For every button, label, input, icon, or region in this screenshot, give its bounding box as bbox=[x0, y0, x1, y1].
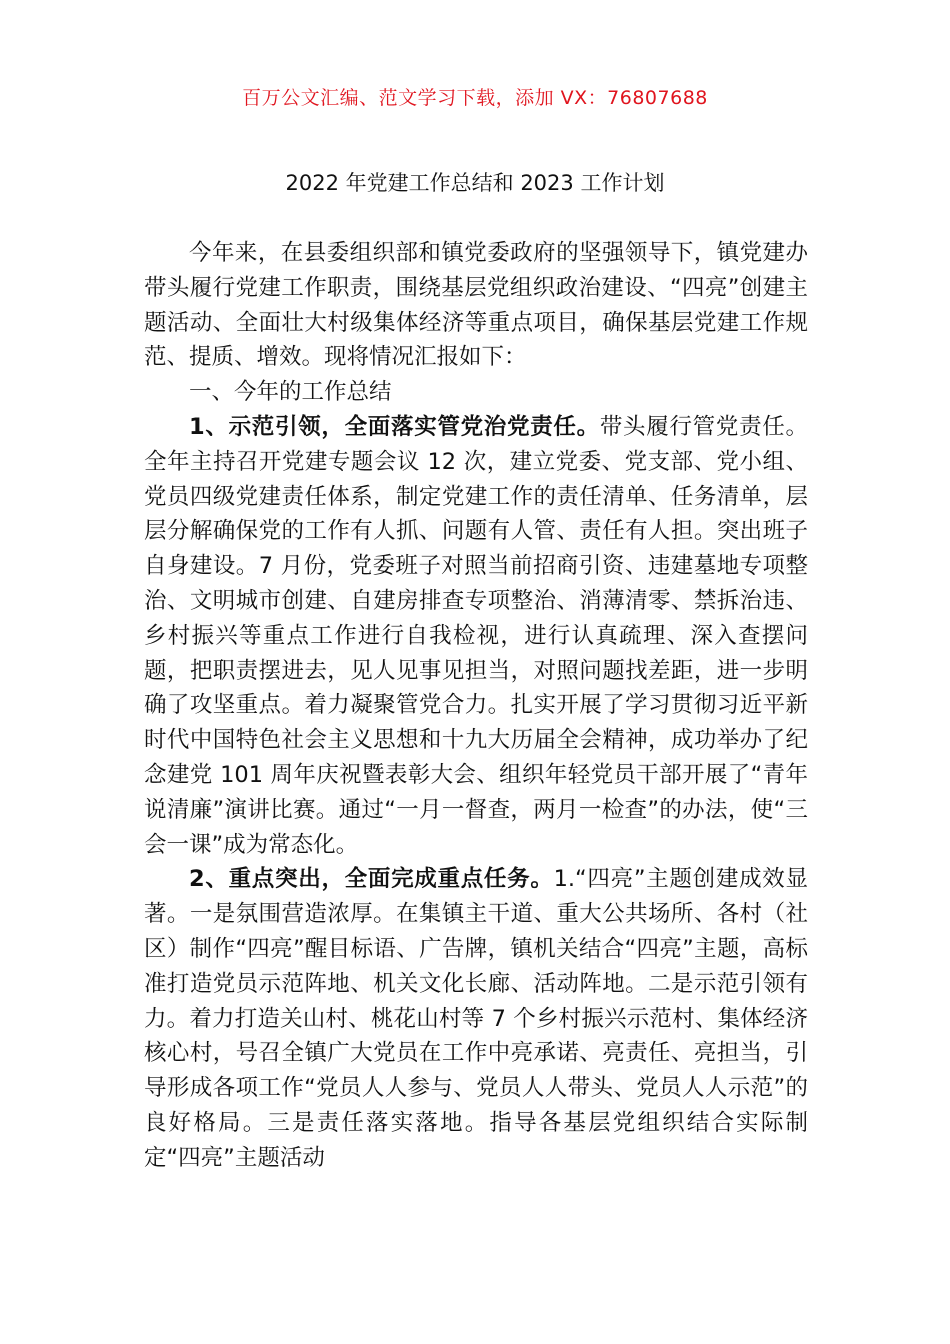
paragraph-1-lead: 1、示范引领，全面落实管党治党责任。 bbox=[189, 413, 600, 440]
header-banner: 百万公文汇编、范文学习下载，添加 VX：76807688 bbox=[242, 87, 708, 109]
document-title: 2022 年党建工作总结和 2023 工作计划 bbox=[285, 171, 665, 195]
intro-paragraph: 今年来，在县委组织部和镇党委政府的坚强领导下，镇党建办带头履行党建工作职责，围绕基层党组织政治建设、“四亮”创建主题活动、全面壮大村级集体经济等重点项目，确保基层党建工作规范、提质、增效。现将情况汇报如下： bbox=[144, 240, 808, 371]
paragraph-2 bbox=[144, 862, 808, 1175]
paragraph-1 bbox=[144, 410, 808, 862]
paragraph-2-lead: 2、重点突出，全面完成重点任务。 bbox=[189, 866, 554, 893]
paragraph-1-text: 带头履行管党责任。全年主持召开党建专题会议 12 次，建立党委、党支部、党小组、党员四级党建责任体系，制定党建工作的责任清单、任务清单，层层分解确保党的工作有人抓、问题有人管、责任有人担。突出班子自身建设。7 月份，党委班子对照当前招商引资、违建墓地专项整治、文明城市创建、自建房排查专项整治、消薄清零、禁拆治违、乡村振兴等重点工作进行自我检视，进行认真疏理、深入查摆问题，把职责摆进去，见人见事见担当，对照问题找差距，进一步明确了攻坚重点。着力凝聚管党合力。扎实开展了学习贯彻习近平新时代中国特色社会主义思想和十九大历届全会精神，成功举办了纪念建党 101 周年庆祝暨表彰大会、组织年轻党员干部开展了“青年说清廉”演讲比赛。通过“一月一督查，两月一检查”的办法，使“三会一课”成为常态化。 bbox=[144, 413, 808, 858]
section-heading: 一、今年的工作总结 bbox=[189, 379, 392, 406]
paragraph-2-text: 1.“四亮”主题创建成效显著。一是氛围营造浓厚。在集镇主干道、重大公共场所、各村（社区）制作“四亮”醒目标语、广告牌，镇机关结合“四亮”主题，高标准打造党员示范阵地、机关文化长廊、活动阵地。二是示范引领有力。着力打造关山村、桃花山村等 7 个乡村振兴示范村、集体经济核心村，号召全镇广大党员在工作中亮承诺、亮责任、亮担当，引导形成各项工作“党员人人参与、党员人人带头、党员人人示范”的良好格局。三是责任落实落地。指导各基层党组织结合实际制定“四亮”主题活动 bbox=[144, 866, 809, 1171]
document-body bbox=[144, 236, 808, 1176]
